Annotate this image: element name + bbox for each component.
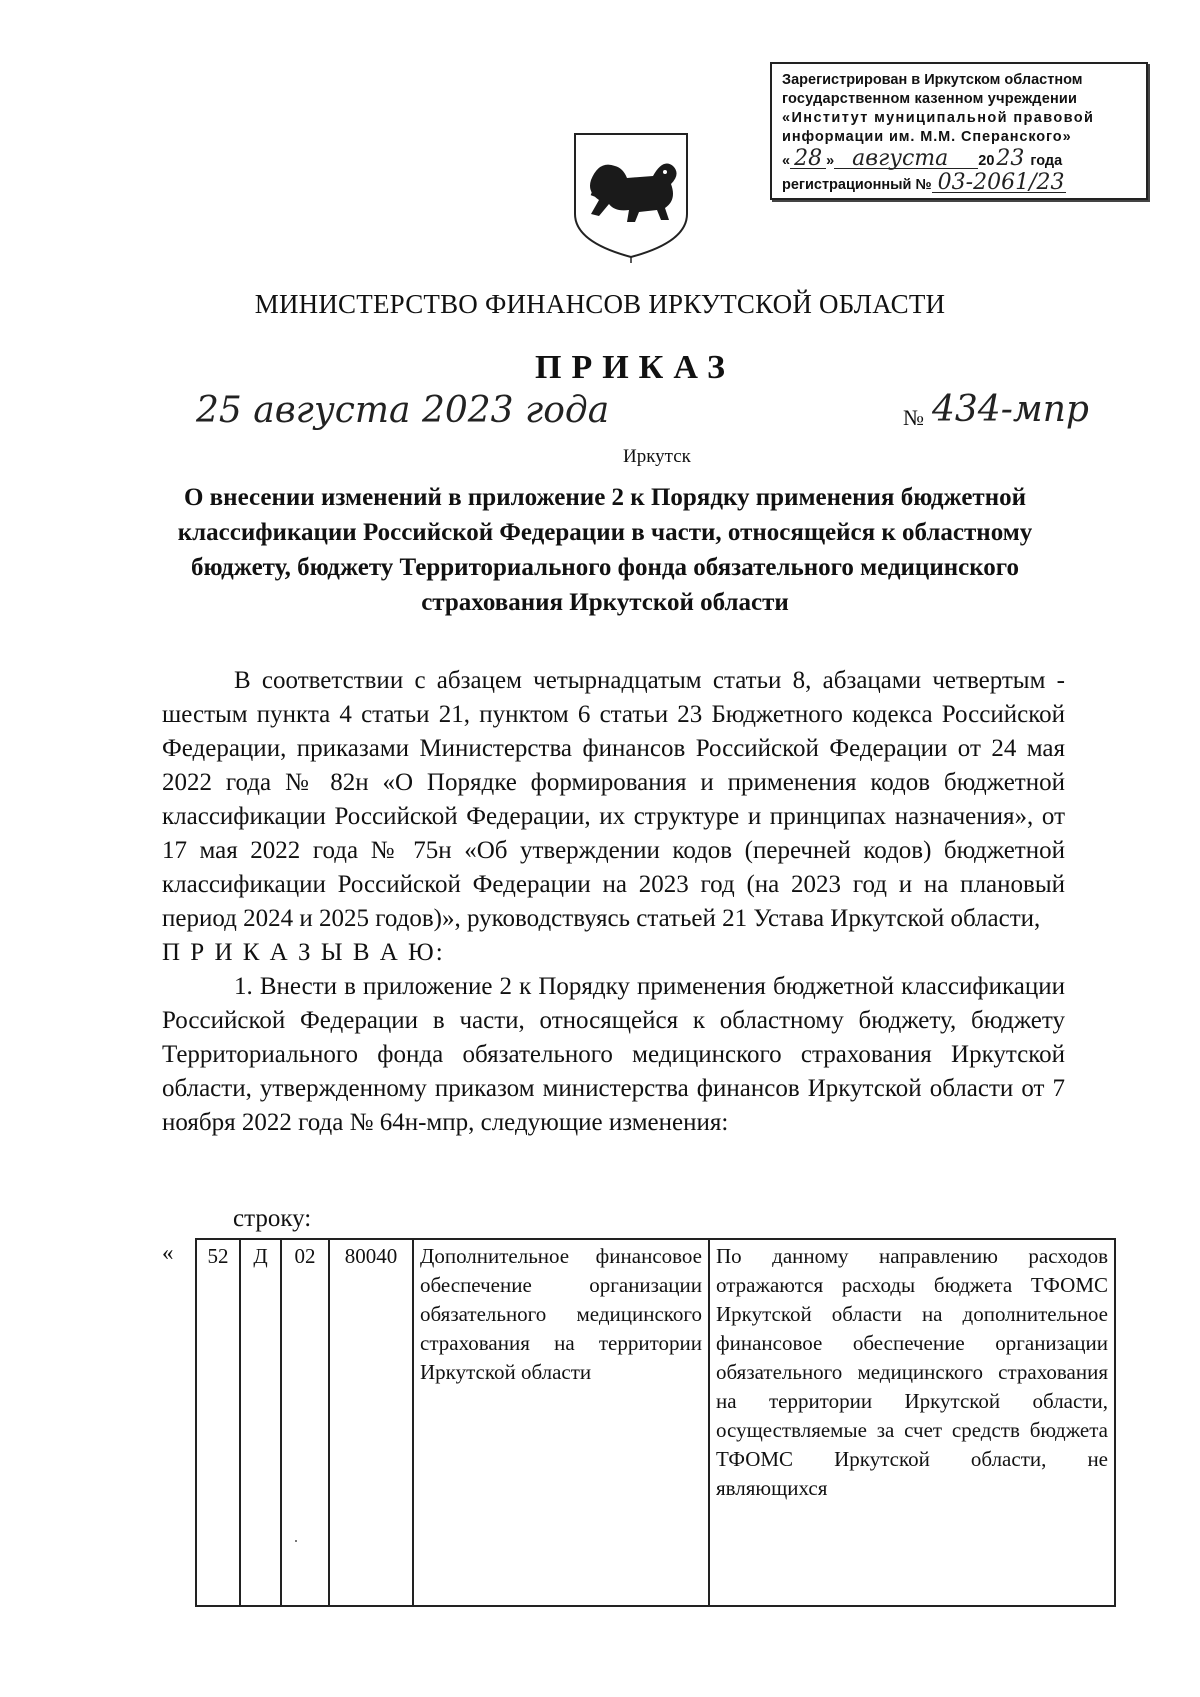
order-subject: О внесении изменений в приложение 2 к Порядку применения бюджетной классификации Российской Федерации в части, относящейся к областному бюджету, бюджету Территориального фонда обязательного медицинского страхования Иркутской области <box>177 484 1033 616</box>
stamp-registration <box>782 170 1138 195</box>
coat-of-arms-icon <box>569 130 693 264</box>
preamble-paragraph: В соответствии с абзацем четырнадцатым статьи 8, абзацами четвертым - шестым пункта 4 статьи 21, пунктом 6 статьи 23 Бюджетного кодекса Российской Федерации, приказами Министерства финансов Российской Федерации от 24 мая 2022 года № 82н «О Порядке формирования и применения кодов бюджетной классификации Российской Федерации, их структуре и принципах назначения», от 17 мая 2022 года № 75н «Об утверждении кодов (перечней кодов) бюджетной классификации Российской Федерации на 2023 год (на 2023 год и на плановый период 2024 и 2025 годов)», руководствуясь статьей 21 Устава Иркутской области, <box>162 667 1065 932</box>
stamp-date-year: 23 <box>996 146 1025 171</box>
table-open-quote: « <box>162 1240 174 1265</box>
stamp-line: информации им. М.М. Сперанского» <box>782 129 1072 145</box>
order-directive: П Р И К А З Ы В А Ю: <box>162 939 445 966</box>
order-body <box>162 664 1065 1140</box>
order-number: 434-мпр <box>932 389 1089 430</box>
table-row <box>196 1239 1115 1606</box>
stamp-date-month: августа <box>834 149 978 169</box>
stamp-reg-label: регистрационный № <box>782 177 932 193</box>
table-cell-code-4: 80040 <box>329 1239 413 1606</box>
codes-table <box>195 1238 1116 1607</box>
ministry-name: МИНИСТЕРСТВО ФИНАНСОВ ИРКУТСКОЙ ОБЛАСТИ <box>254 289 946 319</box>
row-label: строку: <box>233 1205 312 1232</box>
scan-speck <box>295 1540 297 1542</box>
table-cell-code-1: 52 <box>196 1239 240 1606</box>
item-1-paragraph: 1. Внести в приложение 2 к Порядку применения бюджетной классификации Российской Федерации в части, относящейся к областному бюджету, бюджету Территориального фонда обязательного медицинского страхования Иркутской области, утвержденному приказом министерства финансов Иркутской области от 7 ноября 2022 года № 64н-мпр, следующие изменения: <box>162 973 1065 1136</box>
stamp-line: «Институт муниципальной правовой <box>782 110 1095 126</box>
stamp-date-day: 28 <box>790 149 826 169</box>
table-cell-description: По данному направлению расходов отражаются расходы бюджета ТФОМС Иркутской области на дополнительное финансовое обеспечение организации обязательного медицинского страхования на территории Иркутской области, осуществляемые за счет средств бюджета ТФОМС Иркутской области, не являющихся <box>709 1239 1115 1606</box>
table-cell-code-3: 02 <box>281 1239 329 1606</box>
table-cell-code-2: Д <box>240 1239 281 1606</box>
doc-type-title: ПРИКАЗ <box>535 349 735 386</box>
order-date: 25 августа 2023 года <box>196 390 610 431</box>
registration-stamp <box>770 62 1148 200</box>
stamp-line: Зарегистрирован в Иркутском областном <box>782 72 1083 88</box>
stamp-line: государственном казенном учреждении <box>782 91 1078 107</box>
stamp-reg-number: 03-2061/23 <box>932 173 1067 193</box>
order-number-label: № <box>903 405 924 430</box>
table-cell-name: Дополнительное финансовое обеспечение организации обязательного медицинского страхования на территории Иркутской области <box>413 1239 709 1606</box>
city-name: Иркутск <box>623 446 691 467</box>
stamp-date: « 28 » августа 20 23 года <box>782 146 1063 171</box>
